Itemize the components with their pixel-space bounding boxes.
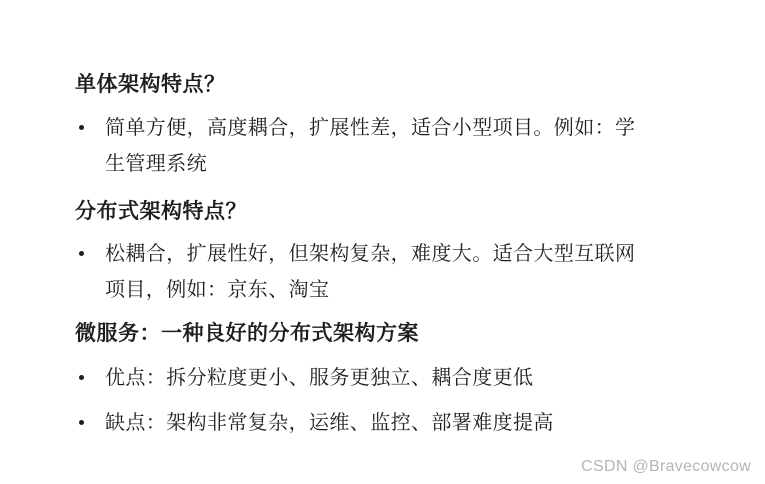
list-item — [75, 236, 638, 308]
list-item — [75, 405, 554, 441]
section-heading-monolithic: 单体架构特点？ — [75, 73, 226, 96]
bullet-icon — [79, 375, 84, 380]
section-heading-distributed: 分布式架构特点？ — [75, 200, 247, 223]
list-item-text: 简单方便，高度耦合，扩展性差，适合小型项目。例如：学生管理系统 — [105, 117, 636, 175]
list-item-text: 优点：拆分粒度更小、服务更独立、耦合度更低 — [105, 367, 534, 389]
list-item-text: 缺点：架构非常复杂，运维、监控、部署难度提高 — [105, 412, 554, 434]
bullet-icon — [79, 251, 84, 256]
csdn-watermark: CSDN @Bravecowcow — [581, 458, 751, 475]
bullet-icon — [79, 420, 84, 425]
section-heading-microservice: 微服务：一种良好的分布式架构方案 — [75, 322, 419, 345]
list-item — [75, 360, 533, 396]
bullet-icon — [79, 125, 84, 130]
list-item — [75, 110, 638, 182]
list-item-text: 松耦合，扩展性好，但架构复杂，难度大。适合大型互联网项目，例如：京东、淘宝 — [105, 243, 636, 301]
